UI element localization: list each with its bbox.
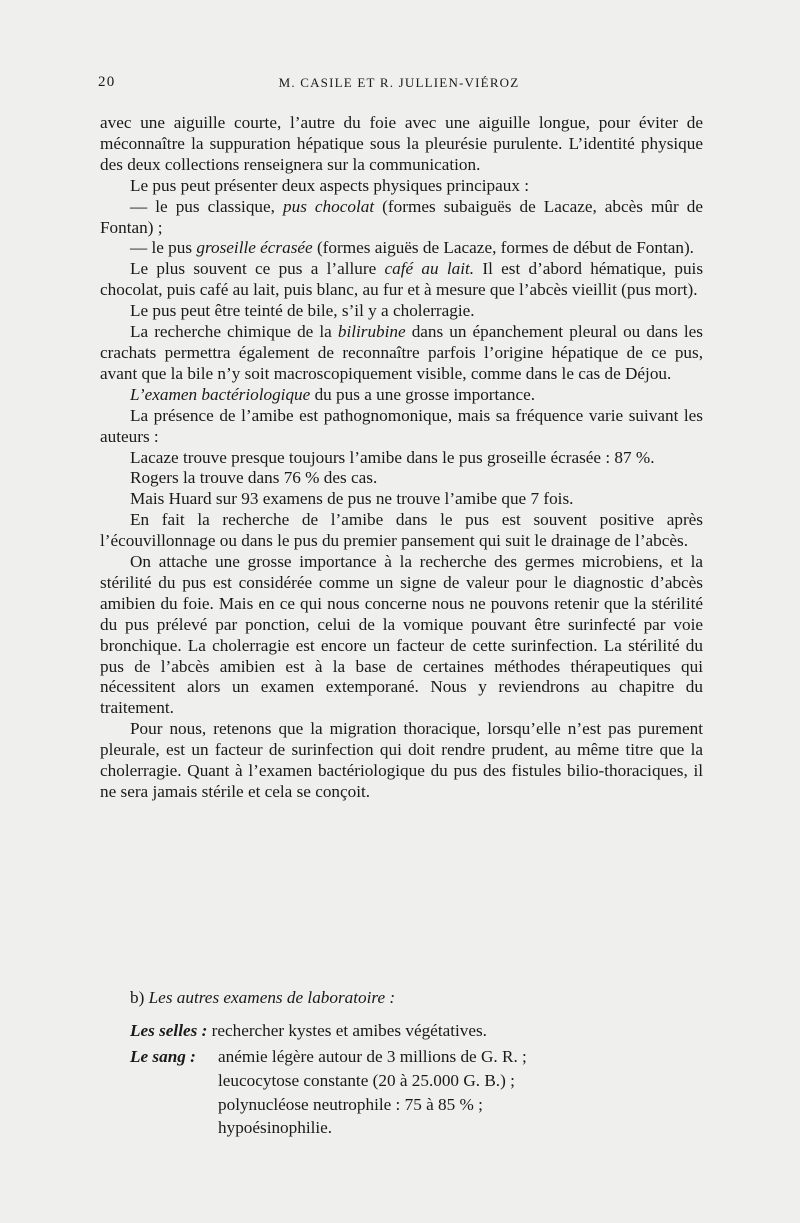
subsection-title: Les autres examens de laboratoire : bbox=[148, 988, 396, 1007]
selles-text: rechercher kystes et amibes végétatives. bbox=[211, 1021, 487, 1040]
sang-line: leucocytose constante (20 à 25.000 G. B.) ; bbox=[218, 1071, 515, 1090]
selles-line bbox=[130, 1021, 710, 1041]
paragraph: Le plus souvent ce pus a l’allure café au lait. Il est d’abord hématique, puis chocolat, puis café au lait, puis blanc, au fur et à mesure que l’abcès vieillit (pus mort). bbox=[100, 259, 704, 300]
italic-term: bilirubine bbox=[337, 322, 406, 342]
subsection-marker: b) bbox=[130, 988, 145, 1007]
paragraph: — le pus classique, pus chocolat (formes subaiguës de Lacaze, abcès mûr de Fontan) ; bbox=[100, 196, 703, 237]
paragraph: Le pus peut présenter deux aspects physiques principaux : bbox=[130, 175, 530, 195]
selles-label: Les selles : bbox=[130, 1021, 208, 1040]
sang-label: Le sang : bbox=[130, 1047, 196, 1066]
italic-term: pus chocolat bbox=[283, 196, 375, 216]
paragraph: La recherche chimique de la bilirubine dans un épanchement pleural ou dans les crachats permettra également de reconnaître parfois l’origine hépatique de ce pus, avant que la bile n’y soit macroscopiquement visible, comme dans le cas de Déjou. bbox=[100, 322, 703, 383]
paragraph: avec une aiguille courte, l’autre du foie avec une aiguille longue, pour éviter de méconnaître la suppuration hépatique sous la pleurésie purulente. L’identité physique des deux collections renseignera sur la communication. bbox=[100, 113, 703, 174]
paragraph: Le pus peut être teinté de bile, s’il y a cholerragie. bbox=[130, 301, 475, 321]
sang-line: polynucléose neutrophile : 75 à 85 % ; bbox=[218, 1095, 483, 1114]
subsection-heading bbox=[130, 988, 710, 1008]
paragraph: — le pus groseille écrasée (formes aiguës de Lacaze, formes de début de Fontan). bbox=[130, 238, 694, 258]
sang-line: anémie légère autour de 3 millions de G. R. ; bbox=[218, 1047, 527, 1066]
paragraph: Pour nous, retenons que la migration thoracique, lorsqu’elle n’est pas purement pleurale, est un facteur de surinfection qui doit rendre prudent, au même titre que la cholerragie. Quant à l’examen bactériologique du pus des fistules bilio-thoraciques, il ne sera jamais stérile et cela se conçoit. bbox=[100, 719, 703, 801]
paragraph: Rogers la trouve dans 76 % des cas. bbox=[130, 468, 378, 488]
paragraph: L’examen bactériologique du pus a une grosse importance. bbox=[130, 384, 536, 404]
italic-term: café au lait. bbox=[384, 259, 475, 279]
paragraph: On attache une grosse importance à la recherche des germes microbiens, et la stérilité du pus est considérée comme un signe de valeur pour le diagnostic d’abcès amibien du foie. Mais en ce qui nous concerne nous ne pouvons retenir que la stérilité du pus prélevé par ponction, celui de la vomique pouvant être surinfecté par voie bronchique. La cholerragie est encore un facteur de cette surinfection. La stérilité du pus de l’abcès amibien est à la base de certaines méthodes thérapeutiques qui nécessitent alors un examen extemporané. Nous y reviendrons au chapitre du traitement. bbox=[100, 552, 703, 718]
page-header bbox=[98, 74, 700, 94]
page-number: 20 bbox=[98, 74, 116, 90]
paragraph: En fait la recherche de l’amibe dans le pus est souvent positive après l’écouvillonnage ou dans le pus du premier pansement qui suit le drainage de l’abcès. bbox=[100, 510, 703, 551]
italic-term: L’examen bactériologique bbox=[130, 384, 311, 404]
paragraph: La présence de l’amibe est pathognomonique, mais sa fréquence varie suivant les auteurs : bbox=[100, 405, 703, 446]
italic-term: groseille écrasée bbox=[196, 238, 313, 258]
running-head: M. CASILE ET R. JULLIEN-VIÉROZ bbox=[278, 75, 520, 90]
paragraph: Mais Huard sur 93 examens de pus ne trouve l’amibe que 7 fois. bbox=[130, 489, 574, 509]
sang-line: hypoésinophilie. bbox=[218, 1118, 333, 1137]
body-text bbox=[100, 113, 703, 803]
paragraph: Lacaze trouve presque toujours l’amibe dans le pus groseille écrasée : 87 %. bbox=[130, 447, 655, 467]
